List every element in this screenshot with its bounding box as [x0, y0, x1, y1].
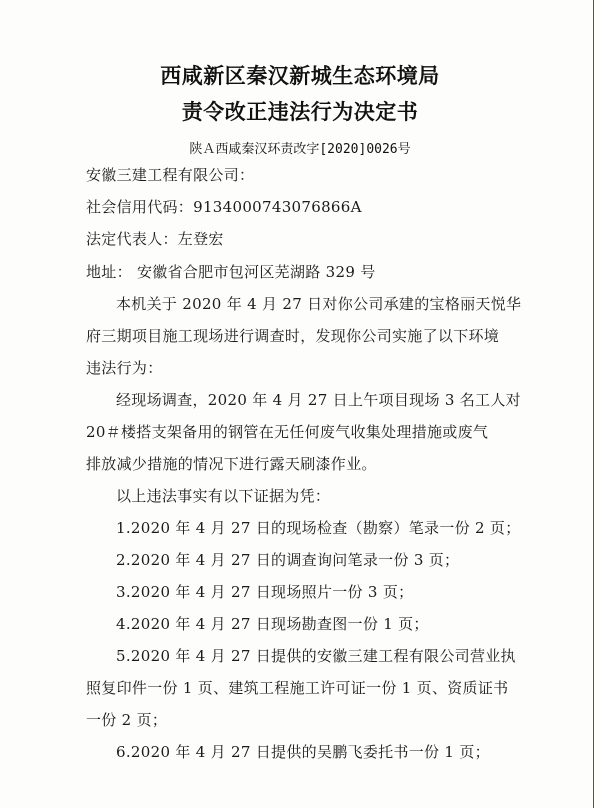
credit-code-line: 社会信用代码：9134000743076866A: [86, 198, 362, 216]
paragraph-2-line-2: 20＃楼搭支架备用的钢管在无任何废气收集处理措施或废气: [86, 423, 489, 441]
address-line: 地址： 安徽省合肥市包河区芜湖路 329 号: [86, 263, 376, 281]
evidence-item-2: 2.2020 年 4 月 27 日的调查询问笔录一份 3 页；: [116, 551, 460, 569]
evidence-intro: 以上违法事实有以下证据为凭：: [116, 487, 331, 505]
paragraph-1-line-3: 违法行为：: [86, 359, 163, 377]
legal-representative-line: 法定代表人：左登宏: [86, 230, 224, 248]
evidence-item-5-line-3: 一份 2 页；: [86, 711, 168, 729]
paragraph-2-line-3: 排放减少措施的情况下进行露天刷漆作业。: [86, 455, 377, 473]
evidence-item-6: 6.2020 年 4 月 27 日提供的吴鹏飞委托书一份 1 页；: [116, 743, 490, 761]
paragraph-1-line-1: 本机关于 2020 年 4 月 27 日对你公司承建的宝格丽天悦华: [116, 295, 522, 313]
evidence-item-1: 1.2020 年 4 月 27 日的现场检查（勘察）笔录一份 2 页；: [116, 519, 521, 537]
document-title-line-1: 西咸新区秦汉新城生态环境局: [160, 64, 440, 88]
paragraph-1-line-2: 府三期项目施工现场进行调查时，发现你公司实施了以下环境: [86, 327, 500, 345]
document-title-line-2: 责令改正违法行为决定书: [181, 100, 419, 124]
evidence-item-5-line-1: 5.2020 年 4 月 27 日提供的安徽三建工程有限公司营业执: [116, 647, 516, 665]
evidence-item-5-line-2: 照复印件一份 1 页、建筑工程施工许可证一份 1 页、资质证书: [86, 679, 509, 697]
document-number: 陕Ａ西咸秦汉环责改字[2020]0026号: [189, 142, 411, 157]
evidence-item-3: 3.2020 年 4 月 27 日现场照片一份 3 页；: [116, 583, 414, 601]
recipient-line: 安徽三建工程有限公司：: [86, 166, 255, 184]
evidence-item-4: 4.2020 年 4 月 27 日现场勘查图一份 1 页；: [116, 615, 429, 633]
paragraph-2-line-1: 经现场调查，2020 年 4 月 27 日上午项目现场 3 名工人对: [116, 391, 521, 409]
